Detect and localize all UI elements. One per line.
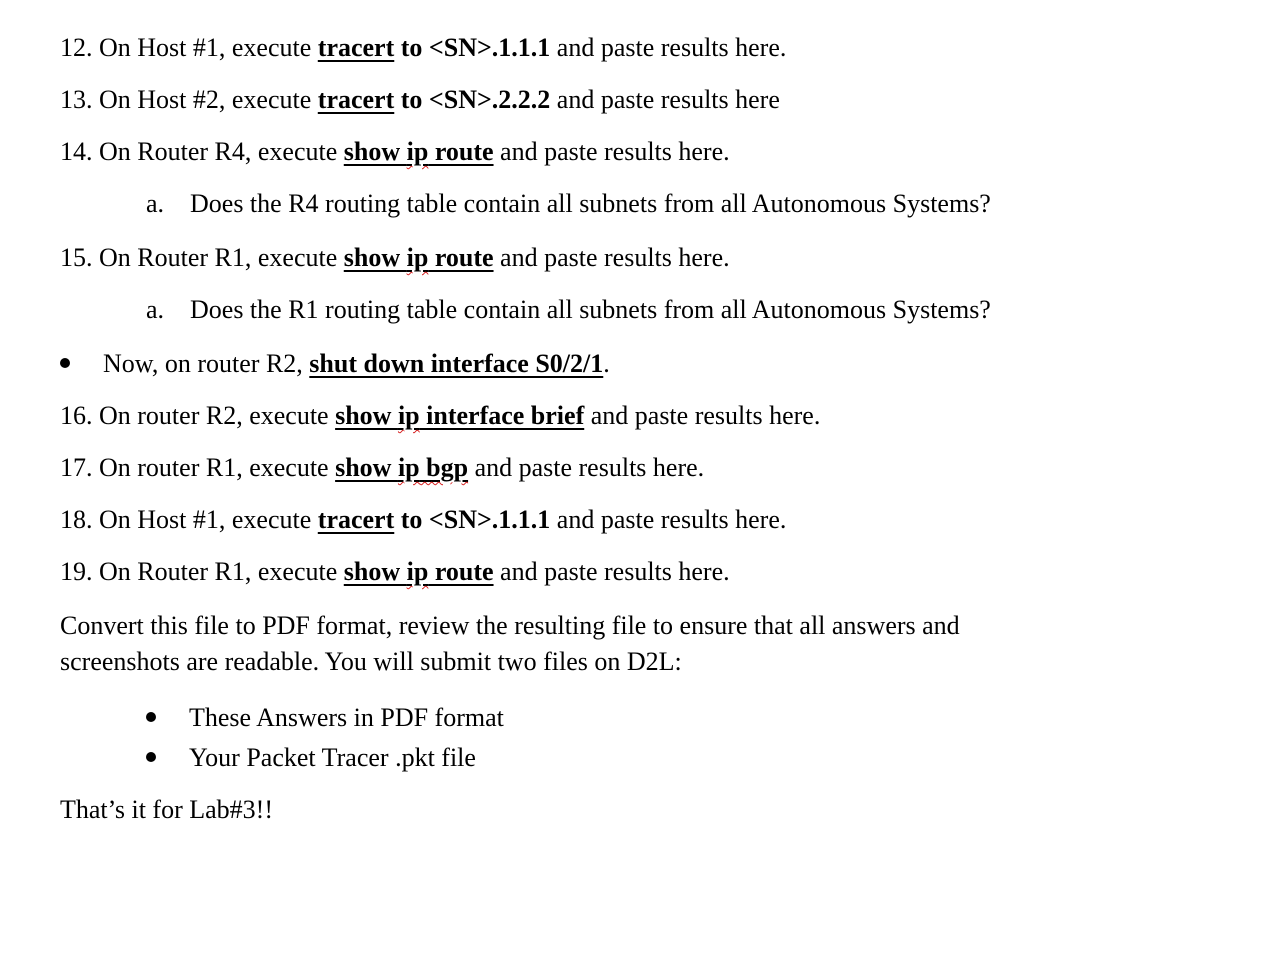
bullet-text: These Answers in PDF format (189, 703, 504, 732)
step-text: On Host #1, execute (99, 33, 318, 62)
step-text-tail: and paste results here. (468, 453, 705, 482)
command-target: to <SN>.1.1.1 (400, 505, 551, 534)
step-text: On Host #2, execute (99, 85, 318, 114)
step-15-sub-a (146, 295, 991, 325)
bullet-icon (146, 703, 189, 733)
step-text-tail: and paste results here. (493, 557, 730, 586)
step-text: On router R2, execute (99, 401, 336, 430)
command-tracert: tracert (317, 85, 395, 114)
step-text-tail: and paste results here (550, 85, 780, 114)
step-number: 19. (60, 557, 93, 586)
spellcheck-word: ip (397, 401, 420, 430)
bullet-icon (60, 349, 103, 379)
command-target: to <SN>.2.2.2 (400, 85, 551, 114)
step-13 (60, 85, 780, 115)
step-text-tail: and paste results here. (493, 137, 730, 166)
step-text: On router R1, execute (99, 453, 336, 482)
step-18 (60, 505, 786, 535)
bullet-text: Now, on router R2, (103, 349, 310, 378)
step-15 (60, 243, 730, 273)
command-shut-down-interface: shut down interface S0/2/1 (309, 349, 604, 378)
bullet-icon (146, 743, 189, 773)
spellcheck-word: bgp (419, 453, 469, 482)
command-show-ip-route (344, 243, 494, 272)
step-text: On Host #1, execute (99, 505, 318, 534)
command-tracert: tracert (317, 33, 395, 62)
command-show-ip-bgp (335, 453, 468, 482)
step-14 (60, 137, 730, 167)
command-part: show (343, 557, 407, 586)
step-number: 13. (60, 85, 93, 114)
step-17 (60, 453, 704, 483)
command-show-ip-route (344, 557, 494, 586)
command-part: route (428, 137, 494, 166)
step-text: On Router R1, execute (99, 243, 344, 272)
step-text-tail: and paste results here. (550, 33, 787, 62)
step-16 (60, 401, 820, 431)
submission-bullet (146, 743, 476, 773)
closing-paragraph: Convert this file to PDF format, review the resulting file to ensure that all answers and screenshots are readable. You will submit two files on D2L: (60, 611, 960, 676)
step-text: On Router R4, execute (99, 137, 344, 166)
submission-bullet (146, 703, 504, 733)
instruction-bullet (60, 349, 610, 379)
step-number: 15. (60, 243, 93, 272)
step-number: 12. (60, 33, 93, 62)
sub-letter: a. (146, 189, 165, 218)
spellcheck-word: ip (406, 137, 429, 166)
command-show-ip-route (344, 137, 494, 166)
spellcheck-word: ip (406, 557, 429, 586)
command-target: to <SN>.1.1.1 (400, 33, 551, 62)
sub-letter: a. (146, 295, 165, 324)
command-show-ip-interface-brief (335, 401, 584, 430)
command-tracert: tracert (317, 505, 395, 534)
step-number: 18. (60, 505, 93, 534)
signoff: That’s it for Lab#3!! (60, 795, 273, 824)
command-part: interface brief (419, 401, 585, 430)
sub-question: Does the R1 routing table contain all subnets from all Autonomous Systems? (190, 295, 991, 324)
step-14-sub-a (146, 189, 991, 219)
command-part: show (335, 453, 398, 482)
bullet-text-tail: . (603, 349, 610, 378)
step-number: 14. (60, 137, 93, 166)
command-part: route (428, 243, 494, 272)
step-number: 17. (60, 453, 93, 482)
sub-question: Does the R4 routing table contain all subnets from all Autonomous Systems? (190, 189, 991, 218)
command-part: route (428, 557, 494, 586)
step-12 (60, 33, 786, 63)
step-19 (60, 557, 730, 587)
spellcheck-word: ip (406, 243, 429, 272)
step-text-tail: and paste results here. (493, 243, 730, 272)
command-part: show (343, 243, 407, 272)
step-text-tail: and paste results here. (584, 401, 821, 430)
step-text: On Router R1, execute (99, 557, 344, 586)
step-number: 16. (60, 401, 93, 430)
spellcheck-word: ip (397, 453, 420, 482)
bullet-text: Your Packet Tracer .pkt file (189, 743, 476, 772)
command-part: show (343, 137, 407, 166)
step-text-tail: and paste results here. (550, 505, 787, 534)
command-part: show (335, 401, 398, 430)
